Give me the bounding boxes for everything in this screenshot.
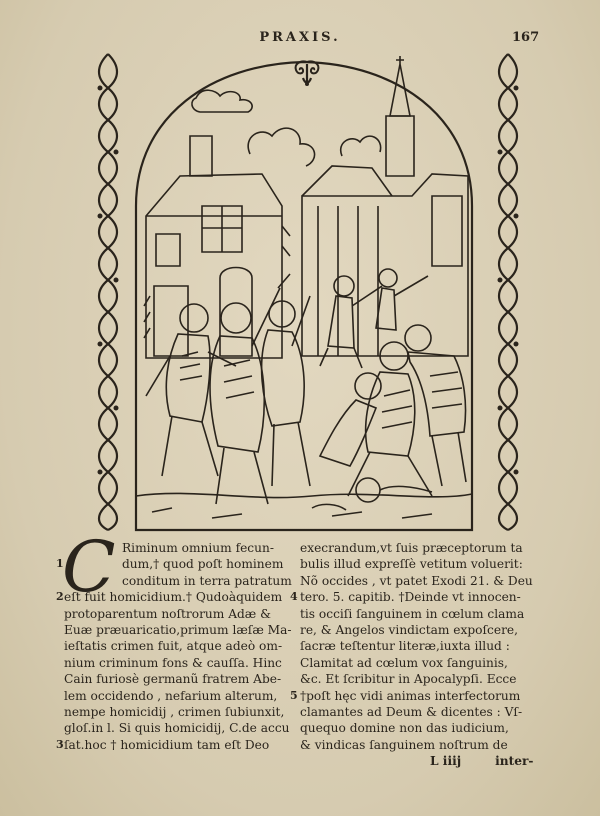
marginal-number: 4: [290, 590, 298, 604]
text-line: [64, 720, 300, 736]
text-line: [300, 737, 536, 753]
line-text: eſt fuit homicidium.† Qudoàquidem: [64, 590, 283, 605]
marginal-number: 1: [56, 557, 64, 571]
text-line: [290, 589, 536, 605]
text-line: [300, 556, 536, 572]
text-line: [300, 573, 536, 589]
text-line: [56, 737, 300, 753]
signature-mark: L iiij: [430, 754, 462, 769]
text-line: [300, 540, 536, 556]
text-line: [56, 589, 300, 605]
line-text: clamantes ad Deum & dicentes : Vſ-: [300, 704, 523, 719]
line-text: ieſtatis crimen fuit, atque adeò om-: [64, 639, 283, 654]
text-line: [64, 573, 300, 589]
text-line: [64, 688, 300, 704]
line-text: Riminum omnium fecun-: [122, 541, 274, 555]
page-number: 167: [512, 30, 540, 45]
text-line: [64, 671, 300, 687]
text-line: [300, 671, 536, 687]
line-text: & vindicas ſanguinem noſtrum de: [300, 737, 508, 752]
drop-cap: C: [62, 526, 116, 608]
text-line: [300, 638, 536, 654]
line-text: Clamitat ad cœlum vox ſanguinis,: [300, 655, 508, 670]
marginal-number: 3: [56, 737, 64, 751]
line-text: Euæ præuaricatio,primum læſæ Ma-: [64, 622, 292, 637]
text-line: [300, 606, 536, 622]
ornamental-border-right: [492, 52, 524, 530]
text-line: [300, 704, 536, 720]
text-line: [300, 655, 536, 671]
text-line: [64, 655, 300, 671]
catchword: inter-: [495, 754, 534, 769]
woodcut-illustration: [132, 56, 476, 532]
text-column-right: [290, 540, 536, 769]
line-text: &c. Et ſcribitur in Apocalypſi. Ecce: [300, 672, 517, 687]
line-text: †poſt hęc vidi animas interfectorum: [300, 688, 521, 703]
line-text: protoparentum noſtrorum Adæ &: [64, 606, 271, 621]
text-line: [300, 720, 536, 736]
ornamental-border-left: [92, 52, 124, 530]
line-text: nium criminum fons & cauſſa. Hinc: [64, 655, 282, 670]
marginal-number: 5: [290, 688, 298, 702]
line-text: Nõ occides , vt patet Exodi 21. & Deu: [300, 573, 533, 588]
line-text: dum,† quod poſt hominem: [122, 557, 284, 572]
line-text: tero. 5. capitib. †Deinde vt innocen-: [300, 590, 521, 605]
line-text: conditum in terra patratum: [122, 573, 292, 588]
text-line: [64, 540, 300, 556]
line-text: execrandum,vt ſuis præceptorum ta: [300, 541, 523, 555]
text-line: [300, 622, 536, 638]
line-text: Cain furiosè germanũ fratrem Abe-: [64, 672, 282, 687]
line-text: tis occiſi ſanguinem in cœlum clama: [300, 606, 525, 621]
running-head: PRAXIS.: [259, 30, 341, 45]
line-text: bulis illud expreſſè vetitum voluerit:: [300, 557, 523, 572]
text-line: [64, 622, 300, 638]
line-text: ſat.hoc † homicidium tam eſt Deo: [64, 737, 270, 752]
line-text: quequo domine non das iudicium,: [300, 721, 509, 736]
line-text: ſacræ teſtentur literæ,iuxta illud :: [300, 639, 510, 654]
text-line: [56, 556, 300, 572]
marginal-number: 2: [56, 590, 64, 604]
text-line: [64, 638, 300, 654]
line-text: nempe homicidij , crimen ſubiunxit,: [64, 704, 285, 719]
text-column-left: [56, 526, 300, 753]
line-text: gloſ.in l. Si quis homicidij, C.de accu: [64, 721, 290, 736]
line-text: re, & Angelos vindictam expoſcere,: [300, 622, 518, 637]
line-text: lem occidendo , nefarium alterum,: [64, 688, 278, 703]
text-line: [64, 606, 300, 622]
text-line: [290, 688, 536, 704]
text-line: [64, 704, 300, 720]
signature-line: [300, 753, 536, 769]
